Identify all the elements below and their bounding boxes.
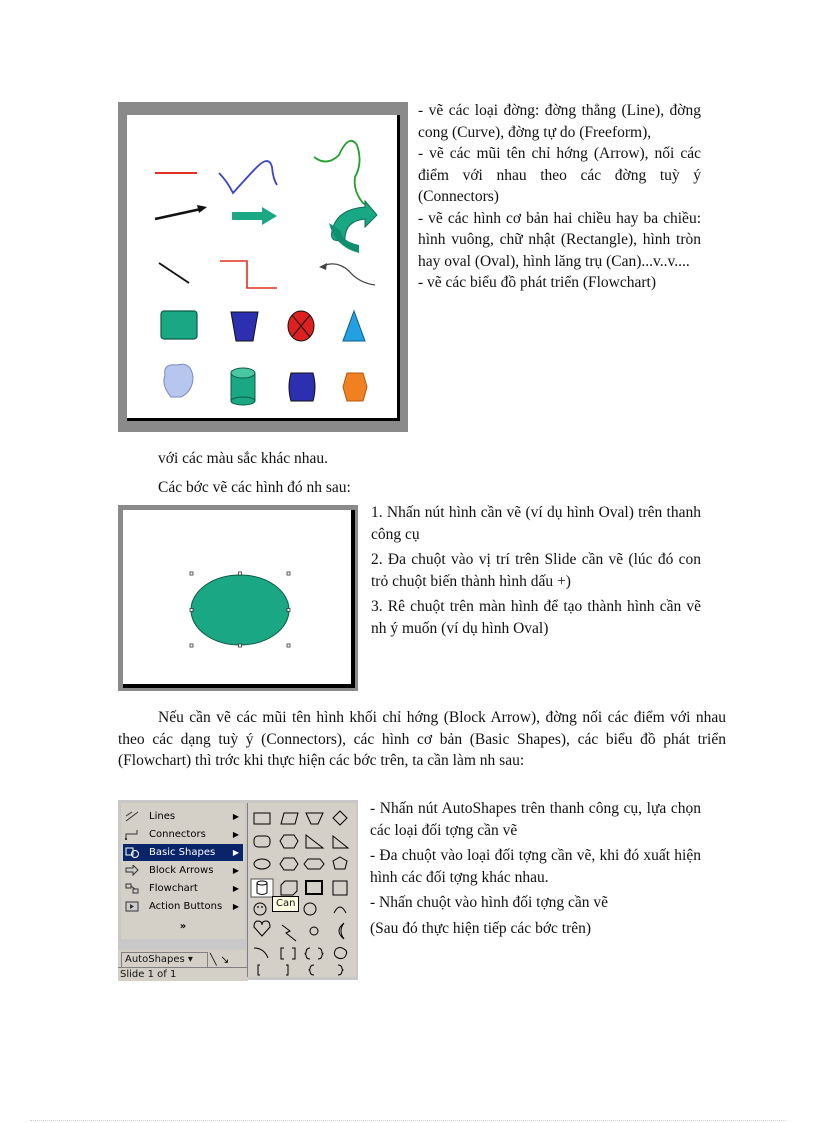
list-item: - Đa chuột vào loại đối tợng cần vẽ, khi đó xuất hiện hình các đối tợng khác nhau. bbox=[370, 847, 701, 886]
connector-arrowhead-icon bbox=[319, 263, 327, 270]
list-item: - vẽ các mũi tên chỉ hớng (Arrow), nối các điểm với nhau theo các đờng tuỳ ý (Connectors) bbox=[418, 145, 701, 205]
double-brace-icon[interactable] bbox=[305, 948, 323, 959]
menu-item-block-arrows[interactable] bbox=[123, 862, 243, 879]
rectangle-icon[interactable] bbox=[254, 813, 270, 824]
selection-handle bbox=[190, 644, 193, 647]
parallelogram-icon[interactable] bbox=[281, 813, 298, 824]
menu-item-label: Flowchart bbox=[149, 883, 198, 894]
list-item: - vẽ các loại đờng: đờng thẳng (Line), đờng cong (Curve), đờng tự do (Freeform), bbox=[418, 102, 701, 141]
shapes-sampler bbox=[127, 115, 397, 418]
selection-handle bbox=[190, 572, 193, 575]
action-buttons-icon bbox=[125, 901, 139, 912]
menu-item-connectors[interactable] bbox=[123, 826, 243, 843]
menu-item-flowchart[interactable] bbox=[123, 880, 243, 897]
freeform-line-sample bbox=[314, 141, 369, 207]
right-bracket-icon[interactable] bbox=[286, 965, 288, 975]
menu-item-lines[interactable] bbox=[123, 808, 243, 825]
selection-handle bbox=[190, 609, 193, 612]
hexagon-shape bbox=[343, 373, 367, 401]
list-item: - vẽ các biểu đồ phát triển (Flowchart) bbox=[418, 274, 657, 291]
selection-handle bbox=[287, 644, 290, 647]
teardrop-shape bbox=[164, 364, 193, 397]
bevel-icon[interactable] bbox=[306, 881, 322, 894]
oval-drawing-figure bbox=[118, 505, 358, 691]
list-item: - Nhấn chuột vào hình đối tợng cần vẽ bbox=[370, 894, 609, 911]
rectangle-shape bbox=[161, 311, 197, 339]
trapezoid-shape bbox=[231, 312, 258, 341]
slide-canvas bbox=[123, 510, 355, 688]
smiley-eye bbox=[261, 906, 263, 908]
smiley-face-icon[interactable] bbox=[254, 903, 266, 915]
menu-expand-chevron-icon[interactable]: » bbox=[179, 921, 187, 932]
step-item: 1. Nhấn nút hình cần vẽ (ví dụ hình Oval) trên thanh công cụ bbox=[371, 504, 701, 543]
oval-selection bbox=[123, 510, 351, 684]
cylinder-shape bbox=[289, 373, 315, 401]
shapes-grid bbox=[248, 803, 356, 977]
menu-item-action-buttons[interactable] bbox=[123, 898, 243, 915]
list-item: - vẽ các hình cơ bản hai chiều hay ba chiều: hình vuông, chữ nhật (Rectangle), hình tròn hay oval (Oval), hình lăng trụ (Can)...v..v.... bbox=[418, 209, 701, 270]
oval-shape bbox=[191, 575, 289, 645]
submenu-arrow-icon: ▶ bbox=[232, 884, 239, 893]
triangle-shape bbox=[343, 311, 365, 341]
arrow-line-sample bbox=[155, 209, 201, 219]
steps-list bbox=[371, 502, 701, 639]
line-tool-icon[interactable]: ╲ ↘ bbox=[210, 953, 230, 966]
can-top-shape bbox=[231, 368, 255, 378]
line-sample bbox=[159, 263, 189, 283]
triangle-icon[interactable] bbox=[333, 836, 348, 848]
no-symbol-icon[interactable] bbox=[304, 903, 316, 915]
menu-item-label: Lines bbox=[149, 811, 176, 822]
octagon-icon[interactable] bbox=[280, 835, 298, 848]
drawing-tools-figure bbox=[118, 102, 408, 432]
basic-shapes-icon bbox=[125, 847, 139, 858]
autoshapes-intro-paragraph: Nếu cần vẽ các mũi tên hình khối chỉ hớng (Block Arrow), đờng nối các điểm với nhau theo các dạng tuỳ ý (Connectors), các hình cơ bản (Basic Shapes), các biểu đồ phát triển (Flowchart) thì trớc khi thực hiện các bớc trên, ta cần làm nh sau: bbox=[118, 709, 726, 769]
autoshapes-steps-list bbox=[370, 798, 701, 939]
autoshapes-menu-figure bbox=[118, 800, 358, 980]
sun-icon[interactable] bbox=[310, 927, 318, 935]
lines-icon bbox=[125, 811, 139, 822]
diamond-icon[interactable] bbox=[333, 811, 347, 825]
shape-icon[interactable] bbox=[334, 948, 346, 959]
autoshapes-button[interactable]: AutoShapes ▾ bbox=[121, 952, 208, 968]
curve-line-sample bbox=[219, 161, 277, 193]
right-triangle-icon[interactable] bbox=[306, 835, 323, 848]
can-tooltip: Can bbox=[272, 896, 299, 912]
submenu-arrow-icon: ▶ bbox=[232, 830, 239, 839]
drawing-toolbar bbox=[118, 950, 246, 980]
submenu-arrow-icon: ▶ bbox=[232, 866, 239, 875]
selection-handle bbox=[287, 609, 290, 612]
double-bracket-icon[interactable] bbox=[281, 948, 295, 959]
connectors-icon bbox=[125, 829, 139, 840]
step-item: 3. Rê chuột trên màn hình để tạo thành hình cần vẽ nh ý muốn (ví dụ hình Oval) bbox=[371, 598, 701, 637]
can-bottom-shape bbox=[231, 397, 255, 405]
submenu-arrow-icon: ▶ bbox=[232, 848, 239, 857]
drawing-tools-list bbox=[418, 100, 701, 294]
selection-handle bbox=[239, 644, 242, 647]
block-arc-icon[interactable] bbox=[334, 907, 346, 913]
block-arrows-icon bbox=[125, 865, 139, 876]
submenu-arrow-icon: ▶ bbox=[232, 902, 239, 911]
frame-icon[interactable] bbox=[333, 881, 347, 895]
status-bar: Slide 1 of 1 bbox=[118, 967, 248, 981]
arrowhead-icon bbox=[197, 205, 207, 213]
menu-item-label: Action Buttons bbox=[149, 901, 223, 912]
left-brace-icon[interactable] bbox=[309, 965, 314, 975]
moon-icon[interactable] bbox=[339, 923, 344, 939]
menu-item-basic-shapes[interactable] bbox=[123, 844, 243, 861]
slide-canvas bbox=[127, 115, 400, 421]
pentagon-icon[interactable] bbox=[333, 857, 347, 869]
menu-item-label: Connectors bbox=[149, 829, 206, 840]
flowchart-icon bbox=[125, 883, 139, 894]
plaque-icon[interactable] bbox=[304, 859, 324, 869]
lightning-bolt-icon[interactable] bbox=[282, 925, 296, 941]
oval-icon[interactable] bbox=[254, 859, 270, 869]
list-item: - Nhấn nút AutoShapes trên thanh công cụ, lựa chọn các loại đối tợng cần vẽ bbox=[370, 800, 701, 839]
step-item: 2. Đa chuột vào vị trí trên Slide cần vẽ (lúc đó con trỏ chuột biến thành hình dấu +) bbox=[371, 551, 701, 590]
heart-icon[interactable] bbox=[254, 921, 270, 936]
smiley-eye bbox=[257, 906, 259, 908]
trapezoid-icon[interactable] bbox=[306, 813, 323, 824]
hexagon-icon[interactable] bbox=[280, 858, 298, 870]
menu-item-label: Basic Shapes bbox=[149, 847, 216, 858]
autoshapes-menu bbox=[121, 803, 245, 939]
selection-handle bbox=[239, 572, 242, 575]
selection-handle bbox=[287, 572, 290, 575]
arc-icon[interactable] bbox=[254, 948, 268, 958]
submenu-arrow-icon: ▶ bbox=[232, 812, 239, 821]
continuation-text: với các màu sắc khác nhau. bbox=[158, 450, 329, 467]
right-brace-icon[interactable] bbox=[338, 965, 343, 975]
elbow-connector-sample bbox=[220, 261, 277, 288]
rounded-rectangle-icon[interactable] bbox=[254, 836, 270, 847]
basic-shapes-palette bbox=[247, 803, 356, 977]
block-arrow-sample bbox=[232, 207, 277, 225]
page-bottom-rule bbox=[30, 1120, 786, 1121]
list-item: (Sau đó thực hiện tiếp các bớc trên) bbox=[370, 919, 592, 937]
steps-intro: Các bớc vẽ các hình đó nh sau: bbox=[158, 479, 351, 496]
left-bracket-icon[interactable] bbox=[258, 965, 260, 975]
curved-connector-sample bbox=[323, 264, 375, 285]
cube-icon[interactable] bbox=[281, 881, 297, 895]
menu-item-label: Block Arrows bbox=[149, 865, 214, 876]
